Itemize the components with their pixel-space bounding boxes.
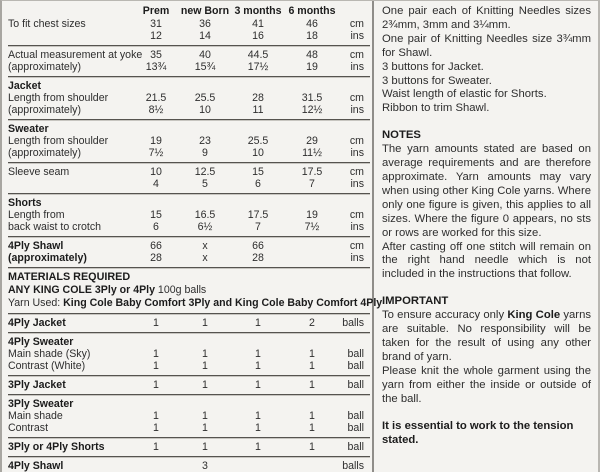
- size-value: 19: [150, 135, 162, 147]
- quantity-value: 1: [309, 360, 315, 372]
- yarn-spec-rest: 100g balls: [154, 284, 207, 296]
- size-value: 10: [199, 104, 211, 116]
- table-divider: [8, 375, 370, 376]
- size-value: 66: [252, 240, 264, 252]
- size-value: 17.5: [247, 209, 269, 221]
- size-value: 19: [306, 61, 318, 73]
- row-label: Length from shoulder: [8, 135, 109, 147]
- size-value: 7: [255, 221, 261, 233]
- size-value: 21.5: [145, 92, 167, 104]
- unit-label: ins: [350, 221, 364, 233]
- unit-label: ins: [350, 147, 364, 159]
- quantity-value: 1: [255, 422, 261, 434]
- tension-statement: It is essential to work to the tension stated.: [382, 420, 574, 447]
- size-value: 14: [199, 30, 211, 42]
- quantity-value: 1: [153, 410, 159, 422]
- materials-row: [8, 360, 372, 372]
- size-value: 16.5: [194, 209, 216, 221]
- size-value: 29: [306, 135, 318, 147]
- materials-section-label: 3Ply Sweater: [8, 398, 74, 410]
- size-table-row: [8, 240, 372, 252]
- important-section: [382, 295, 591, 406]
- quantity-value: 1: [255, 317, 261, 329]
- row-label: Main shade (Sky): [8, 348, 91, 360]
- row-label: 3Ply Jacket: [8, 379, 66, 391]
- size-table-row: [8, 221, 372, 233]
- size-value: 44.5: [247, 49, 269, 61]
- requirement-item: Waist length of elastic for Shorts.: [382, 88, 547, 101]
- size-value: 40: [199, 49, 211, 61]
- unit-label: ins: [350, 30, 364, 42]
- size-value: 48: [306, 49, 318, 61]
- quantity-value: 1: [153, 422, 159, 434]
- size-table-row: [8, 147, 372, 159]
- size-value: 15: [150, 209, 162, 221]
- table-divider: [8, 119, 370, 120]
- materials-yarn-spec: [8, 284, 372, 297]
- size-value: 36: [199, 18, 211, 30]
- size-value: 6: [255, 178, 261, 190]
- materials-table-body: [8, 313, 372, 472]
- requirement-item: One pair of Knitting Needles size 3¾mm for Shawl.: [382, 32, 591, 59]
- materials-row: [8, 460, 372, 472]
- requirements-list: [382, 5, 591, 116]
- size-table-header: [8, 5, 372, 17]
- row-label: To fit chest sizes: [8, 18, 86, 30]
- unit-label: ball: [347, 348, 364, 360]
- size-value: 7½: [148, 147, 164, 159]
- quantity-value: 1: [202, 360, 208, 372]
- materials-heading: MATERIALS REQUIRED: [8, 271, 131, 283]
- quantity-value: 1: [202, 317, 208, 329]
- quantity-value: 1: [255, 360, 261, 372]
- quantity-value: 2: [309, 317, 315, 329]
- size-value: 9: [202, 147, 208, 159]
- unit-label: cm: [349, 49, 364, 61]
- unit-label: cm: [349, 135, 364, 147]
- requirement-item: One pair each of Knitting Needles sizes 2¾mm, 3mm and 3¼mm.: [382, 5, 591, 31]
- unit-label: ins: [350, 61, 364, 73]
- yarn-used-bold: King Cole Baby Comfort 3Ply and King Cole Baby Comfort 4Ply: [63, 297, 383, 309]
- row-label: (approximately): [8, 61, 82, 73]
- column-header-3months: 3 months: [234, 5, 282, 17]
- table-divider: [8, 313, 370, 314]
- row-label: 3Ply or 4Ply Shorts: [8, 441, 105, 453]
- size-table-row: [8, 18, 372, 30]
- unit-label: cm: [349, 18, 364, 30]
- size-value: 11½: [302, 147, 322, 159]
- important-p1-prefix: To ensure accuracy only: [382, 309, 508, 322]
- size-value: 7: [309, 178, 315, 190]
- unit-label: cm: [349, 240, 364, 252]
- notes-heading: NOTES: [382, 129, 421, 142]
- row-label: (approximately): [8, 104, 82, 116]
- size-value: 25.5: [194, 92, 216, 104]
- quantity-value: 1: [255, 410, 261, 422]
- size-value: 7½: [304, 221, 320, 233]
- size-value: 6½: [197, 221, 213, 233]
- important-paragraph: Please knit the whole garment using the yarn from either the inside or outside of the ball.: [382, 364, 591, 405]
- size-value: 17.5: [301, 166, 323, 178]
- size-table-row: [8, 178, 372, 190]
- size-value: 6: [153, 221, 159, 233]
- row-label: 4Ply Jacket: [8, 317, 66, 329]
- quantity-value: 1: [309, 410, 315, 422]
- size-table-row: [8, 104, 372, 116]
- yarn-spec-bold: ANY KING COLE 3Ply or 4Ply: [8, 284, 155, 296]
- yarn-used-prefix: Yarn Used:: [8, 297, 64, 309]
- table-divider: [8, 332, 370, 333]
- quantity-value: 1: [202, 348, 208, 360]
- column-header-prem: Prem: [142, 5, 170, 17]
- requirement-item: 3 buttons for Sweater.: [382, 74, 492, 87]
- quantity-value: 1: [255, 379, 261, 391]
- size-value: 41: [252, 18, 264, 30]
- row-label: Actual measurement at yoke: [8, 49, 143, 61]
- size-value: 46: [306, 18, 318, 30]
- size-table-row: [8, 209, 372, 221]
- size-value: 17½: [247, 61, 269, 73]
- row-label: Sleeve seam: [8, 166, 70, 178]
- size-value: 23: [199, 135, 211, 147]
- quantity-value: 3: [202, 460, 208, 472]
- size-table-row: [8, 49, 372, 61]
- materials-row: [8, 410, 372, 422]
- unit-label: balls: [342, 317, 364, 329]
- unit-label: ball: [347, 379, 364, 391]
- unit-label: cm: [349, 92, 364, 104]
- table-divider: [8, 193, 370, 194]
- size-table-row: [8, 30, 372, 42]
- quantity-value: 1: [153, 441, 159, 453]
- quantity-value: 1: [309, 422, 315, 434]
- unit-label: ball: [347, 422, 364, 434]
- column-header-newborn: new Born: [180, 5, 230, 17]
- unit-label: cm: [349, 209, 364, 221]
- size-value: 35: [150, 49, 162, 61]
- table-divider: [8, 76, 370, 77]
- size-value: 28: [252, 92, 264, 104]
- unit-label: ins: [350, 178, 364, 190]
- materials-row: [8, 348, 372, 360]
- row-label: Contrast: [8, 422, 49, 434]
- quantity-value: 1: [153, 360, 159, 372]
- row-label: Main shade: [8, 410, 63, 422]
- size-value: 15: [252, 166, 264, 178]
- size-value: 66: [150, 240, 162, 252]
- table-divider: [8, 394, 370, 395]
- unit-label: ins: [350, 252, 364, 264]
- unit-label: cm: [349, 166, 364, 178]
- row-label: Length from shoulder: [8, 92, 109, 104]
- table-divider: [8, 162, 370, 163]
- quantity-value: 1: [153, 379, 159, 391]
- quantity-value: 1: [202, 422, 208, 434]
- size-value: 12.5: [194, 166, 216, 178]
- requirement-item: 3 buttons for Jacket.: [382, 60, 484, 73]
- quantity-value: 1: [309, 379, 315, 391]
- quantity-value: 1: [202, 441, 208, 453]
- column-header-6months: 6 months: [288, 5, 336, 17]
- size-value: 31: [150, 18, 162, 30]
- materials-row: [8, 317, 372, 329]
- row-label: (approximately): [8, 252, 87, 264]
- size-value: 11: [252, 104, 264, 116]
- materials-row: [8, 379, 372, 391]
- unit-label: ball: [347, 410, 364, 422]
- row-label: back waist to crotch: [8, 221, 102, 233]
- size-value: 31.5: [301, 92, 323, 104]
- size-value: 28: [150, 252, 162, 264]
- size-table-row: [8, 166, 372, 178]
- quantity-value: 1: [309, 348, 315, 360]
- quantity-value: 1: [202, 379, 208, 391]
- requirement-item: Ribbon to trim Shawl.: [382, 102, 490, 115]
- size-value: x: [202, 240, 208, 252]
- unit-label: balls: [342, 460, 364, 472]
- table-divider: [8, 236, 370, 237]
- size-value: 28: [252, 252, 264, 264]
- size-value: 25.5: [247, 135, 269, 147]
- size-table-row: [8, 92, 372, 104]
- size-table-row: [8, 135, 372, 147]
- table-divider: [8, 456, 370, 457]
- row-label: (approximately): [8, 147, 82, 159]
- size-value: x: [202, 252, 208, 264]
- size-value: 10: [150, 166, 162, 178]
- size-value: 10: [252, 147, 264, 159]
- row-label: Length from: [8, 209, 65, 221]
- materials-row: [8, 441, 372, 453]
- size-chart-panel: [2, 1, 383, 472]
- unit-label: ball: [347, 360, 364, 372]
- size-value: 5: [202, 178, 208, 190]
- size-value: 4: [153, 178, 159, 190]
- size-value: 16: [252, 30, 264, 42]
- size-value: 15¾: [194, 61, 216, 73]
- size-table-row: [8, 61, 372, 73]
- important-p1-brand: King Cole: [507, 309, 561, 322]
- info-panel: [374, 1, 600, 472]
- quantity-value: 1: [255, 348, 261, 360]
- size-table-body: [8, 18, 372, 268]
- materials-section-label: 4Ply Sweater: [8, 336, 74, 348]
- materials-yarn-used: [8, 297, 383, 310]
- notes-section: [382, 129, 591, 282]
- size-value: 8½: [148, 104, 164, 116]
- unit-label: ball: [347, 441, 364, 453]
- quantity-value: 1: [309, 441, 315, 453]
- quantity-value: 1: [255, 441, 261, 453]
- size-value: 18: [306, 30, 318, 42]
- size-section-label: Sweater: [8, 123, 49, 135]
- size-section-label: Jacket: [8, 80, 41, 92]
- size-section-label: Shorts: [8, 197, 42, 209]
- row-label: 4Ply Shawl: [8, 240, 64, 252]
- notes-paragraph: The yarn amounts stated are based on average requirements and are therefore approximate. Yarn amounts may vary when using other King Cole yarns. Where only one figure is given, this applies to all sizes. Where the figure 0 appears, no sts or rows are worked for this size.: [382, 143, 591, 239]
- table-divider: [8, 45, 370, 46]
- materials-row: [8, 422, 372, 434]
- quantity-value: 1: [153, 348, 159, 360]
- size-value: 12: [150, 30, 162, 42]
- size-value: 13¾: [145, 61, 167, 73]
- size-table-row: [8, 252, 372, 264]
- row-label: Contrast (White): [8, 360, 86, 372]
- table-divider: [8, 437, 370, 438]
- row-label: 4Ply Shawl: [8, 460, 64, 472]
- important-heading: IMPORTANT: [382, 295, 449, 308]
- size-value: 19: [306, 209, 318, 221]
- important-paragraph: [382, 309, 591, 365]
- quantity-value: 1: [202, 410, 208, 422]
- quantity-value: 1: [153, 317, 159, 329]
- size-value: 12½: [301, 104, 323, 116]
- unit-label: ins: [350, 104, 364, 116]
- table-divider: [8, 267, 370, 268]
- important-p1-rest: yarns are suitable. No responsibility will be taken for the result of using any other brand of yarn.: [382, 309, 591, 363]
- notes-paragraph: After casting off one stitch will remain on the right hand needle which is not included in the instructions that follow.: [382, 240, 591, 281]
